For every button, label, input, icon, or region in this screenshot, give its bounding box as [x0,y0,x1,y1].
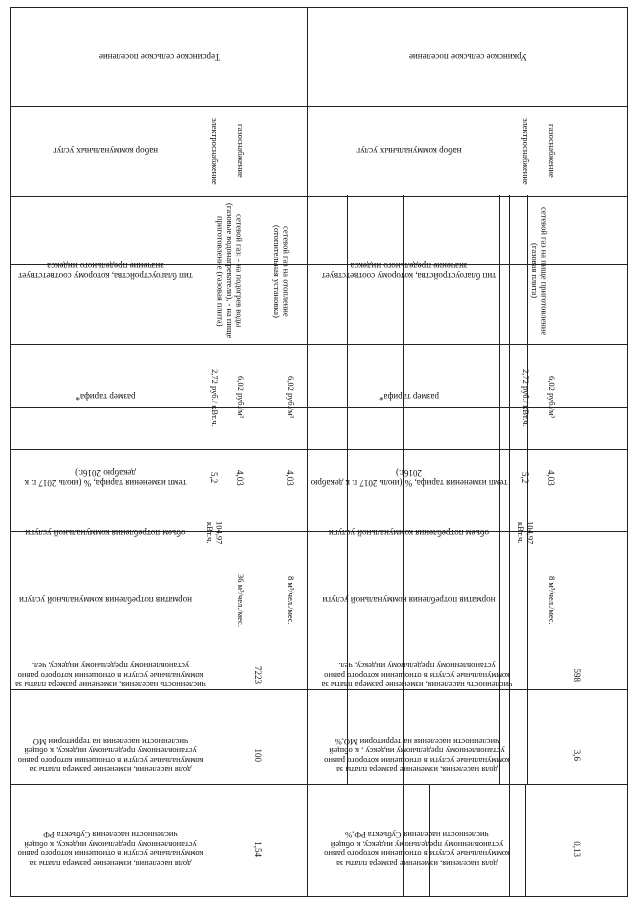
services-header-b-text: набор коммунальных услуг [356,146,462,156]
tariff-change-header-b [308,450,510,506]
population-header-a-text: численность населения, изменение размера платы за коммунальные услуги в отношении которого равно установленному предельному индексу, чел. [15,661,206,691]
consumption-header-b-text: объем потребления коммунальной услуги [328,528,490,538]
improvement-header-a-text: тип благоустройства, которому соответствует значение предельного индекса [18,261,193,281]
improvement-b-1 [514,199,564,343]
consumption-a-0-text: 104,97 кВт.ч. [205,521,225,545]
improvement-a-2-text: сетевой газ на отопление (отопительная установка) [272,224,292,318]
share-mo-a-text: 100 [253,748,263,763]
tariff-change-a-1 [228,452,252,504]
settlement-a-text: Терсинское сельское поселение [98,52,221,62]
service-b-elec-text: электроснабжение [520,117,531,185]
tariff-size-header-a [11,345,200,450]
share-mo-header-b-text: доля населения, изменение размера платы за коммунальные услуги в отношении которого равно установленному предельному индексу , к общей численности населения на территории МО,% [324,737,510,776]
tariff-size-a-0 [202,347,226,448]
norm-b-1-text: 8 м³/чел./мес. [546,575,557,625]
norm-a-2-text: 8 м³/чел./мес. [285,575,296,625]
settlement-b [308,9,628,105]
share-subject-a [212,801,304,897]
share-mo-b [528,710,626,801]
population-a [212,640,304,710]
norm-header-a-text: норматив потребления коммунальной услуги [19,595,192,605]
share-mo-header-a-text: доля населения, изменение размера платы за коммунальные услуги в отношении которого равно установленному предельному индексу, к общей численности населения на территории МО [17,737,204,776]
tariff-change-a-0-text: 5,2 [209,472,219,484]
service-a-elec [202,107,226,195]
tariff-size-b-0-text: 2,72 руб./ кВт.ч. [520,368,531,427]
share-subject-header-a-text: доля населения, изменение размера платы за коммунальные услуги в отношении которого равно установленному предельному индексу, к общей численности населения Субъекта РФ [17,830,204,869]
tariff-change-a-1-text: 4,03 [235,470,245,486]
settlement-b-text: Уркинское сельское поселение [408,52,528,62]
tariff-change-b-1-text: 4,03 [546,470,556,486]
norm-header-b-text: норматив потребления коммунальной услуги [322,595,496,605]
tariff-change-header-b-text: темп изменения тарифа, % (июль 2017 г. к декабрю 2016г.) [310,468,508,488]
share-subject-header-b [308,801,526,897]
tariff-size-b-0 [512,347,538,448]
improvement-header-b [308,197,510,345]
border-bottom [10,7,628,8]
tariff-size-a-1-text: 6,02 руб./м³ [235,376,246,419]
improvement-b-1-text: сетевой газ на пище приготовление (газовая плита) [530,206,550,336]
norm-b-1 [538,562,564,638]
improvement-header-b-text: тип благоустройства, которому соответствует значение предельного индекса [321,261,497,281]
services-header-a-text: набор коммунальных услуг [52,146,159,156]
norm-a-2 [278,562,302,638]
tariff-size-a-1 [228,347,252,448]
norm-header-a [11,560,200,640]
improvement-a-1-text: сетевой газ: - на подогрев воды (газовые водонагреватели), - на пище приготовление (газовая плита) [215,203,245,339]
population-b [528,640,626,710]
services-header-b [308,107,510,195]
improvement-a-2 [258,199,304,343]
share-subject-b [528,801,626,897]
population-header-a [11,640,210,710]
norm-a-1 [228,562,252,638]
tariff-size-header-b-text: размер тарифа* [378,392,440,403]
consumption-b-0 [512,508,538,558]
tariff-size-b-1-text: 6,02 руб./м³ [546,376,557,419]
border-left [627,7,628,897]
service-b-elec [512,107,538,195]
tariff-change-b-1 [538,452,564,504]
tariff-size-header-b [308,345,510,450]
settlement-a [11,9,308,105]
service-a-elec-text: электроснабжение [209,117,220,185]
tariff-change-a-2 [278,452,302,504]
consumption-header-b [308,506,510,560]
consumption-a-0 [202,508,226,558]
tariff-size-b-1 [538,347,564,448]
consumption-header-a-text: объем потребления коммунальной услуги [25,528,186,538]
tariff-size-header-a-text: размер тарифа* [75,392,136,403]
service-a-gas-text: газоснабжение [235,124,246,178]
tariff-change-b-0-text: 5,2 [520,472,530,484]
tariff-change-header-a-text: темп изменения тарифа, % (июль 2017 г. к декабрю 2016г.) [24,468,187,488]
consumption-b-0-text: 104,97 кВт.ч. [516,521,536,545]
share-mo-header-a [11,710,210,801]
norm-header-b [308,560,510,640]
tariff-change-a-0 [202,452,226,504]
share-subject-a-text: 1,54 [253,841,263,857]
tariff-change-header-a [11,450,200,506]
services-header-a [11,107,200,195]
improvement-a-1 [202,199,256,343]
share-mo-a [212,710,304,801]
tariff-size-a-0-text: 2,72 руб./ кВт.ч. [209,368,220,427]
norm-a-1-text: 36 м³/чел./мес. [235,573,246,627]
service-b-gas-text: газоснабжение [546,124,557,178]
tariff-size-a-2 [278,347,302,448]
population-header-b-text: численность населения, изменение размера платы за коммунальные услуги в отношении которого равно установленному предельному индексу, чел. [321,661,513,691]
share-subject-header-b-text: доля населения, изменение размера платы за коммунальные услуги в отношении которого равно установленному предельному индексу, к общей численности населения Субъекта РФ,% [324,830,510,869]
tariff-change-b-0 [512,452,538,504]
service-a-gas [228,107,252,195]
population-b-text: 598 [572,668,582,682]
share-mo-header-b [308,710,526,801]
share-subject-b-text: 0,13 [572,841,582,857]
share-subject-header-a [11,801,210,897]
consumption-header-a [11,506,200,560]
population-a-text: 7223 [253,666,263,684]
service-b-gas [538,107,564,195]
improvement-header-a [11,197,200,345]
population-header-b [308,640,526,710]
tariff-change-a-2-text: 4,03 [285,470,295,486]
tariff-size-a-2-text: 6,02 руб./м³ [285,376,296,419]
share-mo-b-text: 3,6 [572,749,582,762]
